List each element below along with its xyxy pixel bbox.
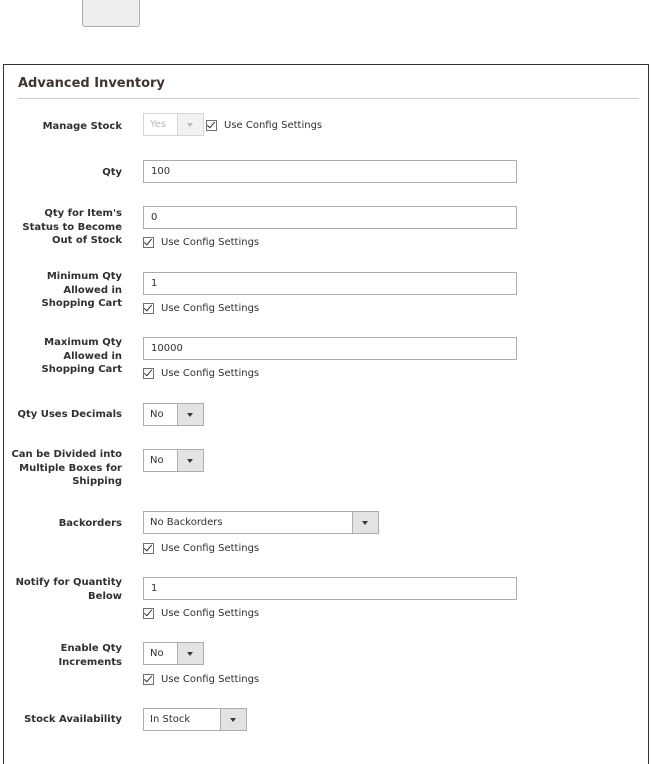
checkbox-icon (143, 543, 154, 554)
multiple-boxes-select[interactable] (143, 449, 204, 472)
backorders-dropdown-button[interactable] (352, 512, 378, 533)
multiple-boxes-value: No (150, 455, 164, 466)
title-divider (18, 98, 639, 99)
qty-uses-decimals-label: Qty Uses Decimals (17, 409, 122, 420)
backorders-value: No Backorders (150, 517, 223, 528)
checkbox-icon (143, 674, 154, 685)
notify-qty-below-input[interactable] (143, 577, 517, 600)
max-sale-qty-label: Maximum Qty Allowed in Shopping Cart (41, 337, 122, 375)
use-config-label: Use Config Settings (161, 608, 260, 619)
use-config-label: Use Config Settings (161, 368, 260, 379)
chevron-down-icon (187, 652, 193, 656)
checkbox-icon (143, 237, 154, 248)
qty-input[interactable] (143, 160, 517, 183)
checkbox-icon (206, 120, 217, 131)
manage-stock-label: Manage Stock (42, 121, 122, 132)
use-config-label: Use Config Settings (161, 237, 260, 248)
use-config-label: Use Config Settings (224, 120, 323, 131)
stock-availability-dropdown-button[interactable] (220, 709, 246, 730)
stock-availability-select[interactable] (143, 708, 247, 731)
chevron-down-icon (230, 718, 236, 722)
checkbox-icon (143, 368, 154, 379)
enable-qty-increments-dropdown-button[interactable] (177, 643, 203, 664)
checkmark-icon (144, 674, 152, 683)
backorders-label: Backorders (58, 518, 122, 529)
qty-uses-decimals-dropdown-button[interactable] (177, 404, 203, 425)
enable-qty-increments-value: No (150, 648, 164, 659)
stock-availability-value: In Stock (150, 714, 191, 725)
qty-label: Qty (102, 167, 122, 178)
use-config-label: Use Config Settings (161, 303, 260, 314)
min-sale-qty-label: Minimum Qty Allowed in Shopping Cart (41, 271, 122, 309)
checkmark-icon (144, 543, 152, 552)
advanced-inventory-panel (3, 64, 649, 764)
chevron-down-icon (187, 459, 193, 463)
qty-uses-decimals-value: No (150, 409, 164, 420)
checkmark-icon (144, 608, 152, 617)
chevron-down-icon (362, 521, 368, 525)
notify-qty-below-label: Notify for Quantity Below (15, 577, 122, 602)
chevron-down-icon (187, 413, 193, 417)
checkmark-icon (207, 120, 215, 129)
use-config-label: Use Config Settings (161, 674, 260, 685)
checkmark-icon (144, 303, 152, 312)
enable-qty-increments-select[interactable] (143, 642, 204, 665)
chevron-down-icon (187, 123, 193, 127)
manage-stock-dropdown-button (177, 114, 203, 135)
checkbox-icon (143, 608, 154, 619)
qty-uses-decimals-select[interactable] (143, 403, 204, 426)
stock-availability-label: Stock Availability (24, 714, 122, 725)
min-sale-qty-input[interactable] (143, 272, 517, 295)
checkmark-icon (144, 368, 152, 377)
checkbox-icon (143, 303, 154, 314)
panel-title: Advanced Inventory (18, 76, 165, 91)
out-of-stock-qty-label: Qty for Item's Status to Become Out of Stock (22, 208, 122, 246)
multiple-boxes-label: Can be Divided into Multiple Boxes for Shipping (11, 449, 122, 487)
checkmark-icon (144, 237, 152, 246)
max-sale-qty-input[interactable] (143, 337, 517, 360)
multiple-boxes-dropdown-button[interactable] (177, 450, 203, 471)
out-of-stock-qty-input[interactable] (143, 206, 517, 229)
enable-qty-increments-label: Enable Qty Increments (58, 643, 122, 668)
use-config-label: Use Config Settings (161, 543, 260, 554)
backorders-select[interactable] (143, 511, 379, 534)
manage-stock-select (143, 113, 204, 136)
top-action-button[interactable] (82, 0, 140, 27)
manage-stock-value: Yes (150, 119, 167, 130)
